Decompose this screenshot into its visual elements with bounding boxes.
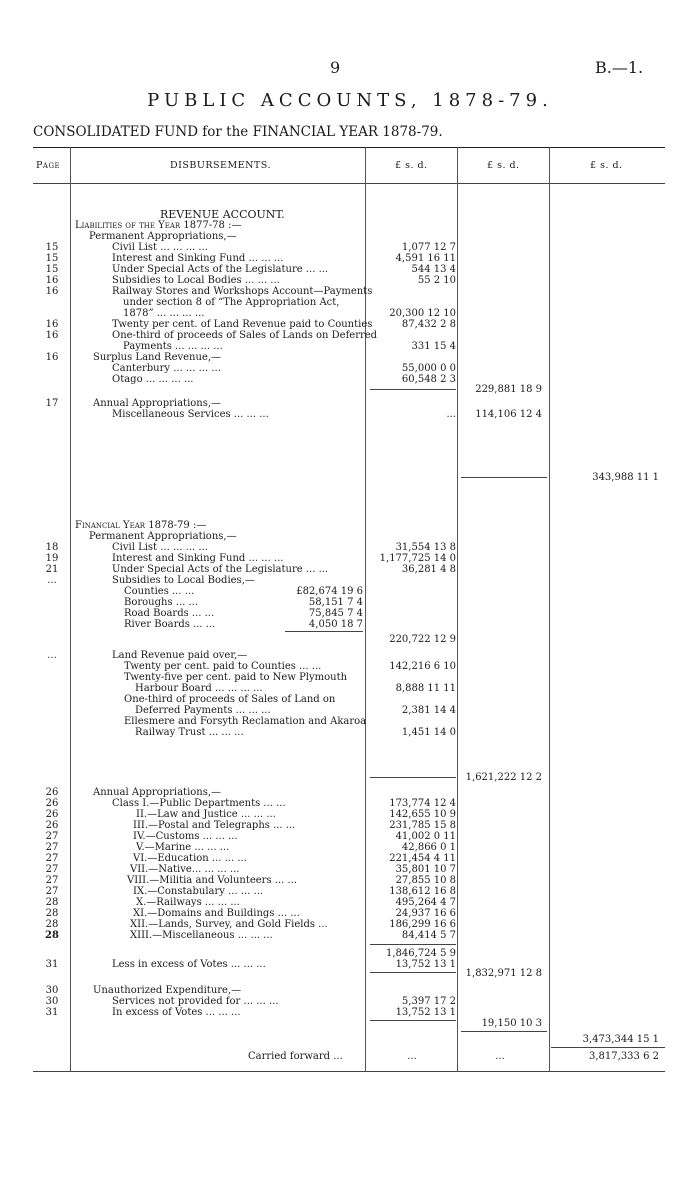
page-ref: 26: [45, 809, 59, 820]
page-ref: 16: [45, 330, 59, 341]
page-number: 9: [330, 58, 341, 77]
line-label: II.—Law and Justice ... ... ...: [136, 809, 276, 820]
line-label: One-third of proceeds of Sales of Land on: [124, 694, 336, 705]
sum-rule: [461, 477, 547, 478]
amount: 544 13 4: [411, 264, 456, 275]
line-label: Payments ... ... ... ...: [123, 341, 223, 352]
permanent-heading: Permanent Appropriations,—: [89, 231, 237, 242]
subtotal-amount: 1,621,222 12 2: [465, 772, 542, 783]
bottom-rule: [33, 1071, 665, 1072]
line-label: Boroughs ... ...: [124, 597, 199, 608]
amount: 8,888 11 11: [395, 683, 456, 694]
page-ref: ...: [47, 575, 57, 586]
sum-rule: [370, 389, 456, 390]
amount: 13,752 13 1: [395, 1007, 456, 1018]
page-title: PUBLIC ACCOUNTS, 1878-79.: [147, 90, 553, 111]
line-label: Twenty-five per cent. paid to New Plymouth: [124, 672, 348, 683]
column-header-page: Page: [36, 160, 61, 171]
page-ref: 27: [45, 864, 59, 875]
line-label: Interest and Sinking Fund ... ... ...: [112, 553, 284, 564]
line-label: Twenty per cent. paid to Counties ... ...: [124, 661, 322, 672]
page-ref: 19: [45, 553, 59, 564]
line-label: XI.—Domains and Buildings ... ...: [133, 908, 300, 919]
amount: 220,722 12 9: [389, 634, 456, 645]
amount: ...: [446, 409, 456, 420]
page-ref: 16: [45, 286, 59, 297]
line-label: Under Special Acts of the Legislature ... ...: [112, 264, 329, 275]
page-ref: 27: [45, 875, 59, 886]
page-ref: 15: [45, 253, 59, 264]
page-ref: 27: [45, 886, 59, 897]
document-reference: B.—1.: [595, 58, 644, 77]
sum-rule: [370, 777, 456, 778]
sum-rule: [285, 631, 363, 632]
amount: 1,451 14 0: [401, 727, 456, 738]
page-ref: 27: [45, 831, 59, 842]
amount: 41,002 0 11: [395, 831, 456, 842]
line-label: 1878” ... ... ... ...: [123, 308, 205, 319]
page-ref: 16: [45, 275, 59, 286]
subtotal-amount: 19,150 10 3: [481, 1018, 542, 1029]
line-label: Twenty per cent. of Land Revenue paid to Counties: [112, 319, 373, 330]
carried-forward-total: 3,817,333 6 2: [589, 1051, 659, 1062]
section-heading-revenue: REVENUE ACCOUNT.: [160, 208, 285, 221]
subtotal-amount: 114,106 12 4: [475, 409, 542, 420]
page-ref: 31: [45, 1007, 59, 1018]
amount: 31,554 13 8: [395, 542, 456, 553]
page-ref: 28: [45, 908, 59, 919]
line-label: VIII.—Militia and Volunteers ... ...: [127, 875, 298, 886]
column-divider-money2: [549, 147, 550, 1071]
total-amount: 3,473,344 15 1: [582, 1034, 659, 1045]
line-label: III.—Postal and Telegraphs ... ...: [133, 820, 296, 831]
column-divider-money1: [457, 147, 458, 1071]
sum-rule: [370, 944, 456, 945]
line-label: Under Special Acts of the Legislature ... ...: [112, 564, 329, 575]
liabilities-heading: Liabilities of the Year 1877-78 :—: [75, 220, 242, 231]
amount: 55 2 10: [417, 275, 456, 286]
header-rule: [33, 183, 665, 184]
line-label: Annual Appropriations,—: [93, 398, 222, 409]
page-ref: 16: [45, 352, 59, 363]
line-label: Railway Trust ... ... ...: [135, 727, 244, 738]
line-label: under section 8 of “The Appropriation Act,: [123, 297, 340, 308]
line-label: IV.—Customs ... ... ...: [133, 831, 238, 842]
line-label: Canterbury ... ... ... ...: [112, 363, 221, 374]
page-ref: 30: [45, 985, 59, 996]
line-label: Unauthorized Expenditure,—: [93, 985, 242, 996]
line-label: Harbour Board ... ... ... ...: [135, 683, 263, 694]
line-label: Interest and Sinking Fund ... ... ...: [112, 253, 284, 264]
carried-forward-col1: ...: [407, 1051, 417, 1062]
line-label: Road Boards ... ...: [124, 608, 215, 619]
page-ref: 27: [45, 853, 59, 864]
permanent-heading: Permanent Appropriations,—: [89, 531, 237, 542]
line-label: Miscellaneous Services ... ... ...: [112, 409, 269, 420]
page-ref: 26: [45, 798, 59, 809]
amount: 221,454 4 11: [389, 853, 456, 864]
sum-rule: [370, 1020, 456, 1021]
line-label: Civil List ... ... ... ...: [112, 242, 208, 253]
inset-amount: 75,845 7 4: [308, 608, 363, 619]
amount: 1,077 12 7: [401, 242, 456, 253]
sum-rule: [461, 1031, 547, 1032]
line-label: Otago ... ... ... ...: [112, 374, 194, 385]
amount: 36,281 4 8: [401, 564, 456, 575]
inset-amount: 58,151 7 4: [308, 597, 363, 608]
amount: 27,855 10 8: [395, 875, 456, 886]
amount: 1,846,724 5 9: [386, 948, 456, 959]
column-header-money2: £ s. d.: [487, 160, 520, 171]
line-label: Deferred Payments ... ... ...: [135, 705, 271, 716]
line-label: River Boards ... ...: [124, 619, 216, 630]
inset-amount: £82,674 19 6: [296, 586, 363, 597]
amount: 173,774 12 4: [389, 798, 456, 809]
column-header-money3: £ s. d.: [590, 160, 623, 171]
line-label: VII.—Native... ... ... ...: [130, 864, 240, 875]
page-ref: 15: [45, 242, 59, 253]
line-label: IX.—Constabulary ... ... ...: [133, 886, 264, 897]
line-label: Railway Stores and Workshops Account—Payments: [112, 286, 373, 297]
page-ref: 15: [45, 264, 59, 275]
line-label: Land Revenue paid over,—: [112, 650, 248, 661]
amount: 35,801 10 7: [395, 864, 456, 875]
line-label: Ellesmere and Forsyth Reclamation and Akaroa: [124, 716, 367, 727]
annual-heading: Annual Appropriations,—: [93, 787, 222, 798]
amount: 60,548 2 3: [401, 374, 456, 385]
amount: 138,612 16 8: [389, 886, 456, 897]
line-label: XIII.—Miscellaneous ... ... ...: [130, 930, 273, 941]
sum-rule: [551, 1047, 665, 1048]
amount: 1,177,725 14 0: [379, 553, 456, 564]
amount: 2,381 14 4: [401, 705, 456, 716]
column-header-disbursements: DISBURSEMENTS.: [170, 160, 271, 171]
page-ref: 21: [45, 564, 59, 575]
line-label: Counties ... ...: [124, 586, 195, 597]
inset-amount: 4,050 18 7: [308, 619, 363, 630]
line-label: VI.—Education ... ... ...: [133, 853, 247, 864]
page-ref: 26: [45, 787, 59, 798]
page-ref: 31: [45, 959, 59, 970]
page-ref: 28: [45, 919, 59, 930]
page-ref: 16: [45, 319, 59, 330]
line-label: XII.—Lands, Survey, and Gold Fields ...: [130, 919, 328, 930]
line-label: Surplus Land Revenue,—: [93, 352, 222, 363]
line-label: Subsidies to Local Bodies ... ... ...: [112, 275, 280, 286]
amount: 84,414 5 7: [401, 930, 456, 941]
page-ref: 28: [45, 897, 59, 908]
line-label: V.—Marine ... ... ...: [136, 842, 230, 853]
amount: 495,264 4 7: [395, 897, 456, 908]
amount: 13,752 13 1: [395, 959, 456, 970]
page-ref: 28: [45, 930, 59, 941]
amount: 5,397 17 2: [401, 996, 456, 1007]
page-ref: ...: [47, 650, 57, 661]
amount: 231,785 15 8: [389, 820, 456, 831]
line-label: In excess of Votes ... ... ...: [112, 1007, 241, 1018]
line-label: X.—Railways ... ... ...: [136, 897, 240, 908]
amount: 186,299 16 6: [389, 919, 456, 930]
amount: 142,216 6 10: [389, 661, 456, 672]
line-label: Subsidies to Local Bodies,—: [112, 575, 255, 586]
carried-forward-label: Carried forward ...: [248, 1051, 343, 1062]
line-label: Services not provided for ... ... ...: [112, 996, 279, 1007]
line-label: Civil List ... ... ... ...: [112, 542, 208, 553]
page-ref: 18: [45, 542, 59, 553]
column-divider-page: [70, 147, 71, 1071]
page-subtitle: CONSOLIDATED FUND for the FINANCIAL YEAR 1878-79.: [33, 124, 443, 140]
subtotal-amount: 229,881 18 9: [475, 384, 542, 395]
page-ref: 17: [45, 398, 59, 409]
amount: 331 15 4: [411, 341, 456, 352]
page-ref: 26: [45, 820, 59, 831]
amount: 4,591 16 11: [395, 253, 456, 264]
line-label: Less in excess of Votes ... ... ...: [112, 959, 266, 970]
financial-year-heading: Financial Year 1878-79 :—: [75, 520, 207, 531]
amount: 55,000 0 0: [401, 363, 456, 374]
amount: 142,655 10 9: [389, 809, 456, 820]
page-ref: 27: [45, 842, 59, 853]
amount: 87,432 2 8: [401, 319, 456, 330]
amount: 20,300 12 10: [389, 308, 456, 319]
amount: 24,937 16 6: [395, 908, 456, 919]
page-ref: 30: [45, 996, 59, 1007]
line-label: Class I.—Public Departments ... ...: [112, 798, 286, 809]
total-amount: 343,988 11 1: [592, 472, 659, 483]
amount: 42,866 0 1: [401, 842, 456, 853]
line-label: One-third of proceeds of Sales of Lands on Deferred: [112, 330, 378, 341]
column-header-money1: £ s. d.: [395, 160, 428, 171]
subtotal-amount: 1,832,971 12 8: [465, 968, 542, 979]
sum-rule: [370, 972, 456, 973]
carried-forward-col2: ...: [495, 1051, 505, 1062]
